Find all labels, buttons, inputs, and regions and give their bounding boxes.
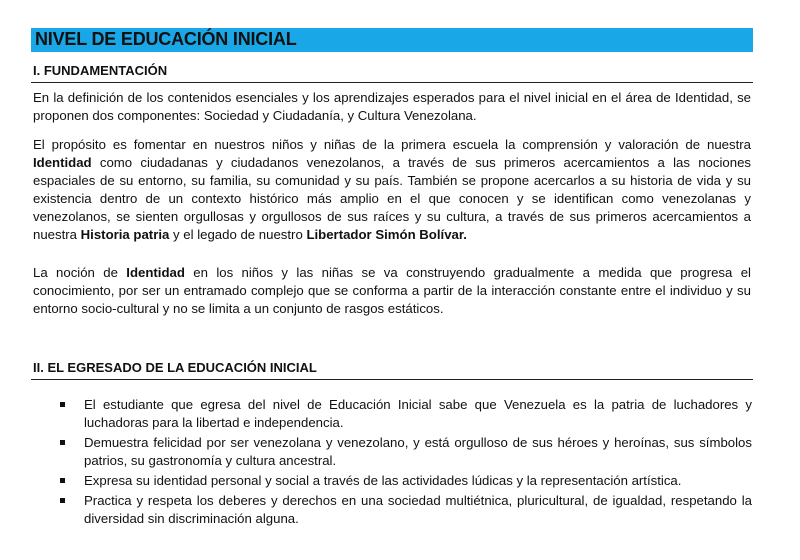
text-run: La noción de xyxy=(33,265,127,280)
text-run: y el legado de nuestro xyxy=(169,227,307,242)
list-item xyxy=(60,472,752,490)
page-title: NIVEL DE EDUCACIÓN INICIAL xyxy=(35,29,297,49)
list-item xyxy=(60,492,752,528)
bullet-icon xyxy=(60,498,65,503)
section-divider xyxy=(31,82,753,83)
bold-text: Identidad xyxy=(33,155,92,170)
list-item xyxy=(60,434,752,470)
list-item-text: Practica y respeta los deberes y derechos en una sociedad multiétnica, pluricultural, de igualdad, respetando la diversidad sin discriminación alguna. xyxy=(84,493,752,526)
section-heading-egresado: II. EL EGRESADO DE LA EDUCACIÓN INICIAL xyxy=(33,360,317,375)
list-item-text: Expresa su identidad personal y social a través de las actividades lúdicas y la representación artística. xyxy=(84,473,682,488)
bullet-icon xyxy=(60,440,65,445)
list-item xyxy=(60,396,752,432)
text-run: en los niños y las niñas se va construyendo gradualmente a medida que progresa el conocimiento, por ser un entramado complejo que se conforma a partir de la interacción constante entre el individuo y su entorno socio-cultural y no se limita a un conjunto de rasgos estáticos. xyxy=(33,265,751,316)
list-item-text: Demuestra felicidad por ser venezolana y venezolano, y está orgulloso de sus héroes y heroínas, sus símbolos patrios, su gastronomía y cultura ancestral. xyxy=(84,435,752,468)
text-run: como ciudadanas y ciudadanos venezolanos, a través de sus primeros acercamientos a las nociones espaciales de su entorno, su familia, su comunidad y su país. También se propone acercarlos a su historia de vida y su existencia dentro de un contexto histórico más amplio en el que conocen y se identifican como venezolanas y venezolanos, se sienten orgullosas y orgullosos de sus raíces y su cultura, a través de sus primeros acercamientos a nuestra xyxy=(33,155,751,242)
bold-text: Historia patria xyxy=(80,227,170,242)
paragraph-proposito xyxy=(33,136,751,244)
section-divider xyxy=(31,379,753,380)
title-banner xyxy=(31,28,753,52)
list-item-text: El estudiante que egresa del nivel de Educación Inicial sabe que Venezuela es la patria de luchadores y luchadoras para la libertad e independencia. xyxy=(84,397,752,430)
bold-text: Identidad xyxy=(126,265,185,280)
text-run: El propósito es fomentar en nuestros niños y niñas de la primera escuela la comprensión y valoración de nuestra xyxy=(33,137,751,152)
bullet-icon xyxy=(60,478,65,483)
paragraph-nocion xyxy=(33,264,751,318)
paragraph-intro: En la definición de los contenidos esenciales y los aprendizajes esperados para el nivel inicial en el área de Identidad, se proponen dos componentes: Sociedad y Ciudadanía, y Cultura Venezolana. xyxy=(33,90,751,123)
bold-text: Libertador Simón Bolívar. xyxy=(306,227,467,242)
bullet-icon xyxy=(60,402,65,407)
egresado-bullet-list xyxy=(60,396,752,530)
section-heading-fundamentacion: I. FUNDAMENTACIÓN xyxy=(33,63,168,78)
